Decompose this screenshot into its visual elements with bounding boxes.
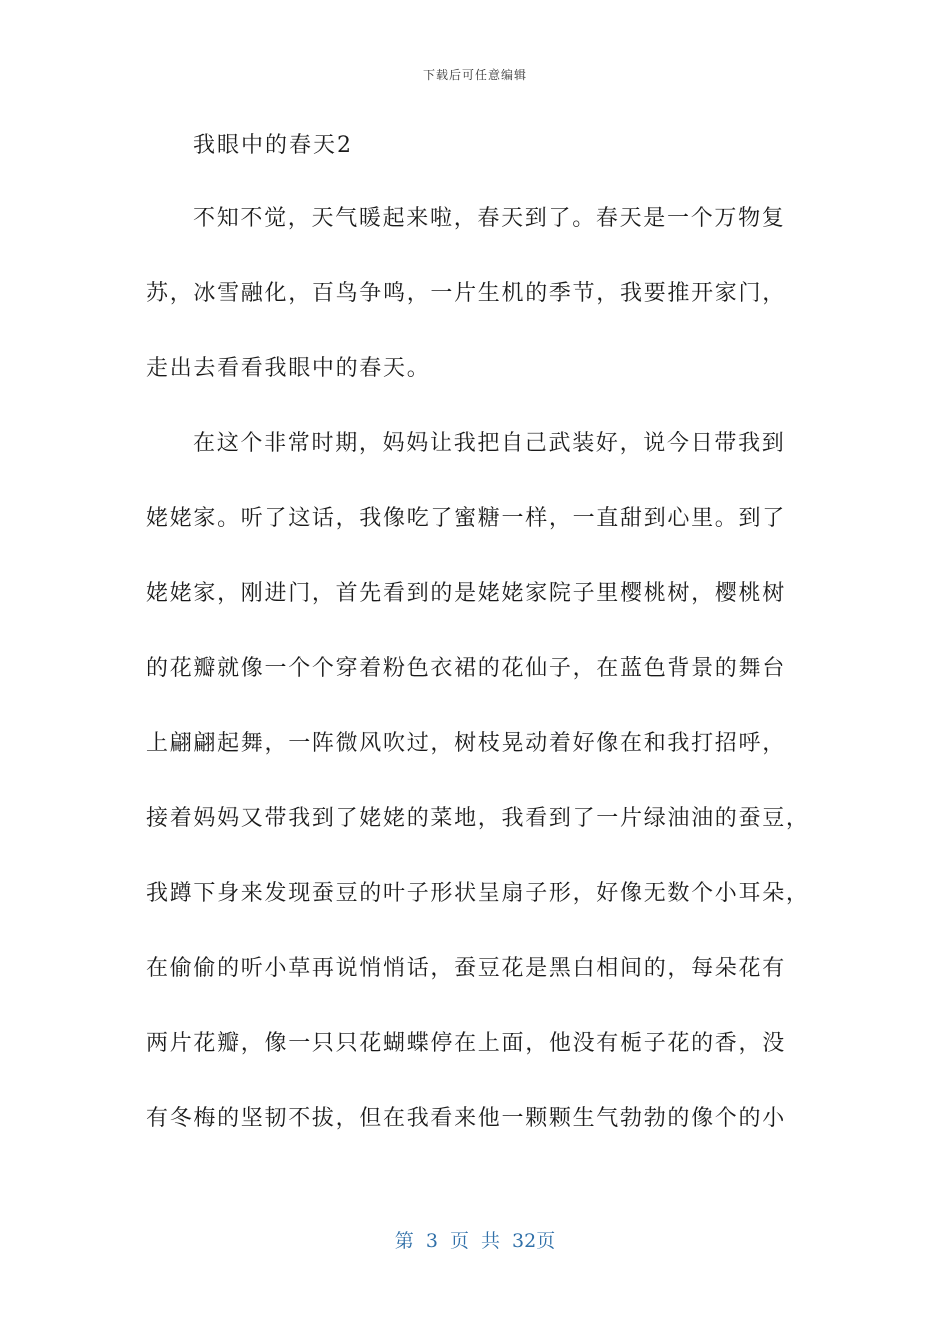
page-number: 第 3 页 共 32页 [394,1230,556,1252]
paragraph-line: 走出去看看我眼中的春天。 [146,356,431,381]
paragraph-line: 的花瓣就像一个个穿着粉色衣裙的花仙子，在蓝色背景的舞台 [146,656,786,681]
paragraph-line: 不知不觉，天气暖起来啦，春天到了。春天是一个万物复 [193,206,786,231]
paragraph-line: 苏，冰雪融化，百鸟争鸣，一片生机的季节，我要推开家门， [146,281,786,306]
paragraph-line: 在这个非常时期，妈妈让我把自己武装好，说今日带我到 [193,431,786,456]
paragraph-line: 姥姥家。听了这话，我像吃了蜜糖一样，一直甜到心里。到了 [146,506,786,531]
header-note: 下载后可任意编辑 [422,68,527,82]
paragraph-line: 在偷偷的听小草再说悄悄话，蚕豆花是黑白相间的，每朵花有 [146,956,786,981]
paragraph-line: 上翩翩起舞，一阵微风吹过，树枝晃动着好像在和我打招呼， [146,731,786,756]
document-title: 我眼中的春天2 [193,133,353,158]
paragraph-line: 我蹲下身来发现蚕豆的叶子形状呈扇子形，好像无数个小耳朵， [146,881,810,906]
paragraph-line: 接着妈妈又带我到了姥姥的菜地，我看到了一片绿油油的蚕豆， [146,806,810,831]
paragraph-line: 姥姥家，刚进门，首先看到的是姥姥家院子里樱桃树，樱桃树 [146,581,786,606]
paragraph-line: 有冬梅的坚韧不拔，但在我看来他一颗颗生气勃勃的像个的小 [146,1106,786,1131]
paragraph-line: 两片花瓣，像一只只花蝴蝶停在上面，他没有栀子花的香，没 [146,1031,786,1056]
